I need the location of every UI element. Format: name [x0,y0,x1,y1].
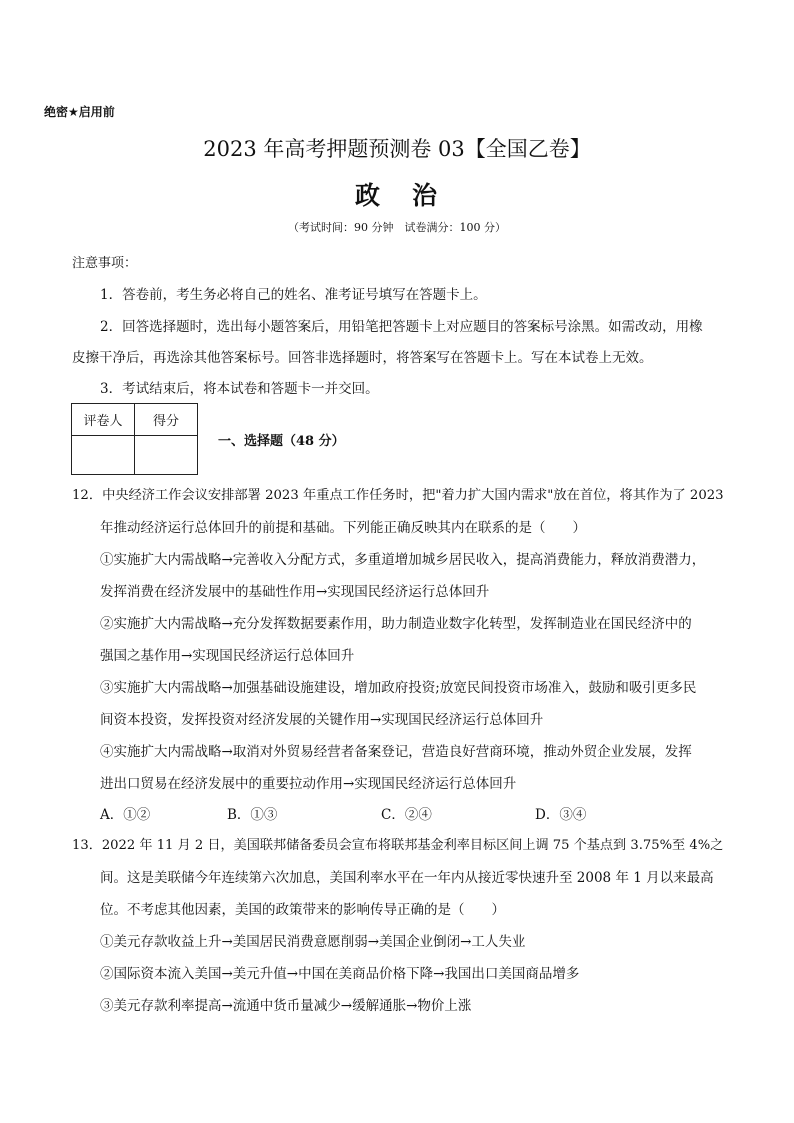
q12-option-b[interactable]: B．①③ [227,807,278,823]
q12-statement-2-line-1: ②实施扩大内需战略→充分发挥数据要素作用，助力制造业数字化转型，发挥制造业在国民经济中的 [100,616,692,632]
subject-title [0,176,794,212]
subject-char-2: 治 [412,181,440,210]
q13-statement-3: ③美元存款利率提高→流通中货币量减少→缓解通胀→物价上涨 [100,998,472,1014]
exam-info: （考试时间：90 分钟 试卷满分：100 分） [288,221,506,234]
q13-statement-1: ①美元存款收益上升→美国居民消费意愿削弱→美国企业倒闭→工人失业 [100,934,526,950]
q13-stem-line-3: 位。不考虑其他因素，美国的政策带来的影响传导正确的是（ ） [100,902,505,918]
q12-statement-1-line-2: 发挥消费在经济发展中的基础性作用→实现国民经济运行总体回升 [100,584,490,600]
q13-stem-line-2: 间。这是美联储今年连续第六次加息，美国利率水平在一年内从接近零快速升至 2008 年 1 月以来最高 [100,870,714,886]
q12-stem-line-2: 年推动经济运行总体回升的前提和基础。下列能正确反映其内在联系的是（ ） [100,520,586,536]
q12-statement-2-line-2: 强国之基作用→实现国民经济运行总体回升 [100,648,355,664]
q12-statement-3-line-2: 间资本投资，发挥投资对经济发展的关键作用→实现国民经济运行总体回升 [100,712,544,728]
notice-item-1: 1．答卷前，考生务必将自己的姓名、准考证号填写在答题卡上。 [100,287,487,303]
notice-item-2-line-1: 2．回答选择题时，选出每小题答案后，用铅笔把答题卡上对应题目的答案标号涂黑。如需改动，用橡 [100,319,703,335]
notice-item-3: 3．考试结束后，将本试卷和答题卡一并交回。 [100,381,379,397]
q12-stem-line-1: 12．中央经济工作会议安排部署 2023 年重点工作任务时，把"着力扩大国内需求"放在首位，将其作为了 2023 [72,488,724,503]
q12-option-a[interactable]: A．①② [100,807,151,823]
confidential-label: 绝密★启用前 [44,105,115,119]
q13-stem-line-1: 13．2022 年 11 月 2 日，美国联邦储备委员会宣布将联邦基金利率目标区间上调 75 个基点到 3.75%至 4%之 [72,838,724,853]
q13-statement-2: ②国际资本流入美国→美元升值→中国在美商品价格下降→我国出口美国商品增多 [100,966,580,982]
exam-title: 2023 年高考押题预测卷 03【全国乙卷】 [203,137,591,161]
q12-statement-3-line-1: ③实施扩大内需战略→加强基础设施建设，增加政府投资;放宽民间投资市场准入，鼓励和吸引更多民 [100,680,697,696]
notice-heading: 注意事项： [72,256,138,271]
grading-table [71,403,198,475]
grader-cell [72,436,135,475]
section-title: 一、选择题（48 分） [218,434,345,449]
q12-option-d[interactable]: D．③④ [535,807,587,823]
q12-statement-4-line-1: ④实施扩大内需战略→取消对外贸易经营者备案登记，营造良好营商环境，推动外贸企业发展，发挥 [100,744,692,760]
grader-header: 评卷人 [72,404,135,436]
score-header: 得分 [135,404,198,436]
score-cell [135,436,198,475]
q12-option-c[interactable]: C．②④ [381,807,432,823]
q12-statement-1-line-1: ①实施扩大内需战略→完善收入分配方式，多重道增加城乡居民收入，提高消费能力，释放消费潜力， [100,552,706,568]
q12-statement-4-line-2: 进出口贸易在经济发展中的重要拉动作用→实现国民经济运行总体回升 [100,776,517,792]
notice-item-2-line-2: 皮擦干净后，再选涂其他答案标号。回答非选择题时，将答案写在答题卡上。写在本试卷上无效。 [72,350,653,366]
subject-char-1: 政 [354,181,382,210]
